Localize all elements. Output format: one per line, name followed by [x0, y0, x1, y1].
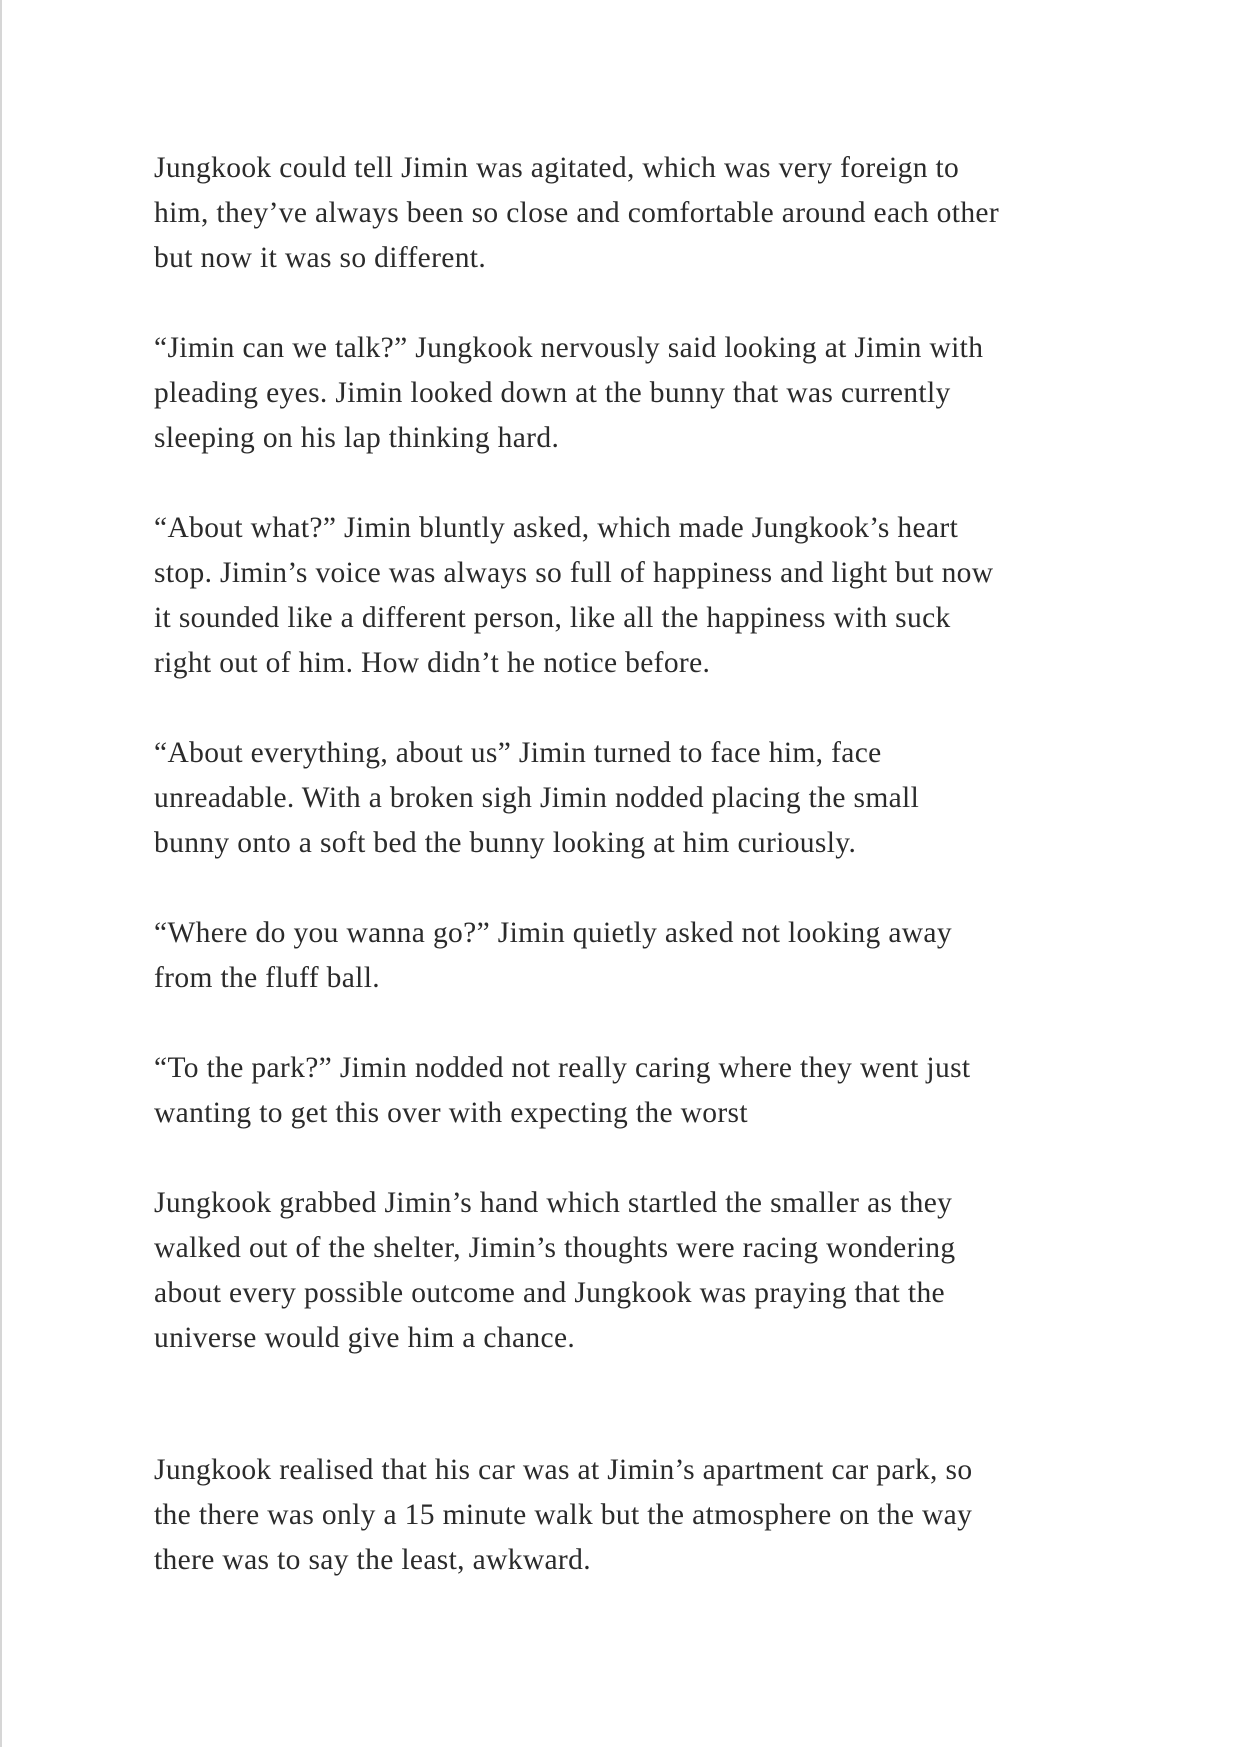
paragraph-2 — [154, 326, 1114, 461]
text-line: wanting to get this over with expecting the worst — [154, 1097, 748, 1129]
text-line: “To the park?” Jimin nodded not really caring where they went just — [154, 1052, 971, 1084]
paragraph-gap — [154, 461, 1114, 506]
text-line: Jungkook realised that his car was at Jimin’s apartment car park, so — [154, 1454, 973, 1486]
paragraph-8 — [154, 1448, 1114, 1583]
text-line: the there was only a 15 minute walk but the atmosphere on the way — [154, 1499, 973, 1531]
paragraph-gap — [154, 866, 1114, 911]
paragraph-6 — [154, 1046, 1114, 1136]
text-line: but now it was so different. — [154, 242, 487, 274]
paragraph-5 — [154, 911, 1114, 1001]
text-line: “About everything, about us” Jimin turned to face him, face — [154, 737, 882, 769]
text-line: “Jimin can we talk?” Jungkook nervously said looking at Jimin with — [154, 332, 984, 364]
text-line: bunny onto a soft bed the bunny looking at him curiously. — [154, 827, 857, 859]
text-line: Jungkook grabbed Jimin’s hand which startled the smaller as they — [154, 1187, 953, 1219]
text-line: him, they’ve always been so close and comfortable around each other — [154, 197, 1000, 229]
text-line: it sounded like a different person, like all the happiness with suck — [154, 602, 951, 634]
text-line: stop. Jimin’s voice was always so full of happiness and light but now — [154, 557, 994, 589]
paragraph-4 — [154, 731, 1114, 866]
text-line: “About what?” Jimin bluntly asked, which made Jungkook’s heart — [154, 512, 959, 544]
paragraph-7 — [154, 1181, 1114, 1361]
text-line: unreadable. With a broken sigh Jimin nodded placing the small — [154, 782, 920, 814]
paragraph-gap — [154, 281, 1114, 326]
text-line: about every possible outcome and Jungkook was praying that the — [154, 1277, 945, 1309]
text-line: universe would give him a chance. — [154, 1322, 576, 1354]
text-line: there was to say the least, awkward. — [154, 1544, 591, 1576]
section-gap — [154, 1361, 1114, 1448]
text-line: from the fluff ball. — [154, 962, 381, 994]
text-line: right out of him. How didn’t he notice before. — [154, 647, 711, 679]
text-line: pleading eyes. Jimin looked down at the bunny that was currently — [154, 377, 951, 409]
paragraph-gap — [154, 1001, 1114, 1046]
text-line: walked out of the shelter, Jimin’s thoughts were racing wondering — [154, 1232, 956, 1264]
text-line: “Where do you wanna go?” Jimin quietly asked not looking away — [154, 917, 952, 949]
paragraph-3 — [154, 506, 1114, 686]
paragraph-gap — [154, 1136, 1114, 1181]
text-line: Jungkook could tell Jimin was agitated, which was very foreign to — [154, 152, 960, 184]
paragraph-1 — [154, 146, 1114, 281]
paragraph-gap — [154, 686, 1114, 731]
text-line: sleeping on his lap thinking hard. — [154, 422, 560, 454]
story-text — [154, 146, 1114, 1583]
